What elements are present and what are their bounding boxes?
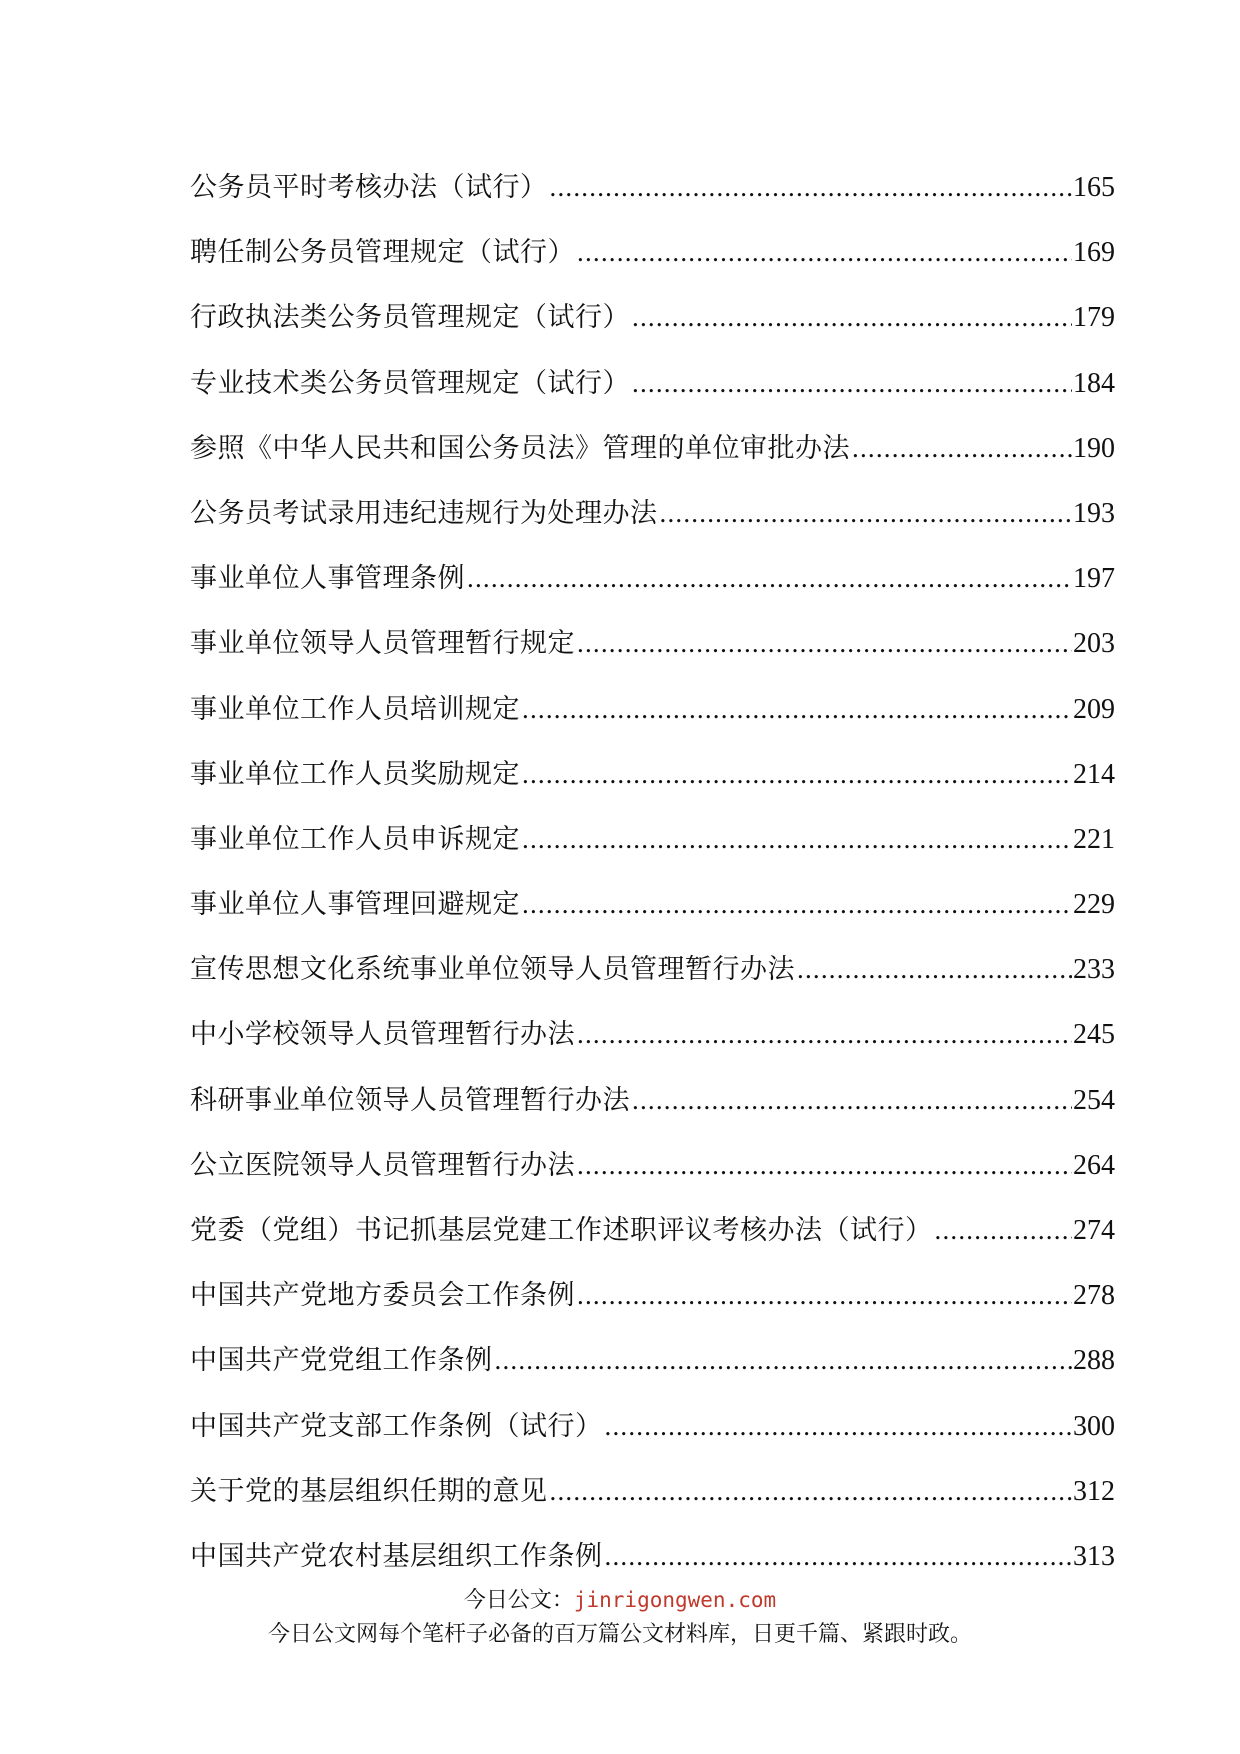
toc-dot-leader: [797, 937, 1072, 1002]
toc-entry: [190, 1524, 1115, 1589]
toc-entry: [190, 155, 1115, 220]
toc-page-number: 264: [1073, 1149, 1115, 1181]
toc-entry-title: 事业单位人事管理回避规定: [190, 889, 520, 921]
toc-dot-leader: [522, 807, 1072, 872]
toc-entry-title: 公务员考试录用违纪违规行为处理办法: [190, 497, 658, 529]
toc-page-number: 312: [1073, 1475, 1115, 1507]
toc-dot-leader: [605, 1524, 1073, 1589]
toc-dot-leader: [660, 481, 1073, 546]
toc-entry: [190, 807, 1115, 872]
toc-page-number: 278: [1073, 1280, 1115, 1312]
toc-entry-title: 事业单位领导人员管理暂行规定: [190, 628, 575, 660]
toc-entry: [190, 1394, 1115, 1459]
toc-entry: [190, 1002, 1115, 1067]
toc-entry-title: 事业单位工作人员申诉规定: [190, 823, 520, 855]
toc-dot-leader: [577, 1133, 1072, 1198]
toc-dot-leader: [577, 220, 1072, 285]
toc-dot-leader: [522, 742, 1072, 807]
footer-source-label: 今日公文：: [463, 1588, 574, 1613]
toc-page-number: 209: [1073, 693, 1115, 725]
toc-entry: [190, 872, 1115, 937]
toc-page-number: 288: [1073, 1345, 1115, 1377]
toc-entry-title: 中国共产党农村基层组织工作条例: [190, 1540, 603, 1572]
toc-page-number: 274: [1073, 1215, 1115, 1246]
toc-page-number: 165: [1073, 172, 1115, 203]
toc-page-number: 179: [1073, 302, 1115, 334]
toc-dot-leader: [522, 872, 1072, 937]
toc-entry-title: 宣传思想文化系统事业单位领导人员管理暂行办法: [190, 954, 795, 986]
toc-entry: [190, 1459, 1115, 1524]
toc-entry-title: 事业单位人事管理条例: [190, 563, 465, 595]
toc-entry: [190, 1263, 1115, 1328]
toc-dot-leader: [632, 285, 1072, 350]
toc-entry-title: 专业技术类公务员管理规定（试行）: [190, 367, 630, 399]
toc-entry-title: 中小学校领导人员管理暂行办法: [190, 1019, 575, 1051]
toc-entry-title: 事业单位工作人员奖励规定: [190, 758, 520, 790]
toc-entry-title: 参照《中华人民共和国公务员法》管理的单位审批办法: [190, 432, 850, 464]
toc-page-number: 193: [1073, 497, 1115, 529]
toc-dot-leader: [467, 546, 1072, 611]
toc-entry-title: 中国共产党党组工作条例: [190, 1345, 493, 1377]
toc-entry-title: 事业单位工作人员培训规定: [190, 693, 520, 725]
toc-dot-leader: [632, 351, 1072, 416]
toc-dot-leader: [577, 611, 1072, 676]
toc-entry: [190, 742, 1115, 807]
toc-entry-title: 党委（党组）书记抓基层党建工作述职评议考核办法（试行）: [190, 1215, 933, 1246]
toc-page-number: 245: [1073, 1019, 1115, 1051]
toc-entry: [190, 1198, 1115, 1263]
toc-page-number: 313: [1073, 1540, 1115, 1572]
toc-page-number: 184: [1073, 367, 1115, 399]
toc-entry: [190, 351, 1115, 416]
toc-page-number: 221: [1073, 823, 1115, 855]
toc-entry: [190, 416, 1115, 481]
toc-page-number: 203: [1073, 628, 1115, 660]
toc-entry: [190, 937, 1115, 1002]
toc-page-number: 214: [1073, 758, 1115, 790]
toc-entry: [190, 285, 1115, 350]
toc-entry-title: 聘任制公务员管理规定（试行）: [190, 237, 575, 269]
toc-dot-leader: [935, 1198, 1073, 1263]
toc-page-number: 229: [1073, 889, 1115, 921]
toc-entry: [190, 677, 1115, 742]
toc-dot-leader: [577, 1263, 1072, 1328]
toc-entry-title: 关于党的基层组织任期的意见: [190, 1475, 548, 1507]
toc-entry: [190, 220, 1115, 285]
toc-page-number: 254: [1073, 1084, 1115, 1116]
toc-entry-title: 科研事业单位领导人员管理暂行办法: [190, 1084, 630, 1116]
toc-entry-title: 公立医院领导人员管理暂行办法: [190, 1149, 575, 1181]
toc-page-number: 300: [1073, 1410, 1115, 1442]
toc-page-number: 197: [1073, 563, 1115, 595]
toc-entry: [190, 1133, 1115, 1198]
toc-entry-title: 公务员平时考核办法（试行）: [190, 172, 548, 203]
toc-dot-leader: [550, 155, 1073, 220]
footer-source-line: [0, 1585, 1240, 1616]
toc-entry-title: 中国共产党地方委员会工作条例: [190, 1280, 575, 1312]
toc-dot-leader: [550, 1459, 1073, 1524]
toc-dot-leader: [495, 1328, 1073, 1393]
toc-entry: [190, 1068, 1115, 1133]
toc-entry: [190, 611, 1115, 676]
toc-dot-leader: [577, 1002, 1072, 1067]
toc-dot-leader: [852, 416, 1072, 481]
table-of-contents: [190, 155, 1115, 1589]
footer-tagline: 今日公文网每个笔杆子必备的百万篇公文材料库，日更千篇、紧跟时政。: [267, 1622, 972, 1647]
toc-dot-leader: [605, 1394, 1073, 1459]
toc-dot-leader: [632, 1068, 1072, 1133]
toc-page-number: 190: [1073, 432, 1115, 464]
toc-dot-leader: [522, 677, 1072, 742]
footer-website-link[interactable]: jinrigongwen.com: [573, 1588, 777, 1612]
toc-entry-title: 中国共产党支部工作条例（试行）: [190, 1410, 603, 1442]
toc-page-number: 233: [1073, 954, 1115, 986]
toc-page-number: 169: [1073, 237, 1115, 269]
toc-entry: [190, 1328, 1115, 1393]
toc-entry: [190, 546, 1115, 611]
toc-entry-title: 行政执法类公务员管理规定（试行）: [190, 302, 630, 334]
toc-entry: [190, 481, 1115, 546]
